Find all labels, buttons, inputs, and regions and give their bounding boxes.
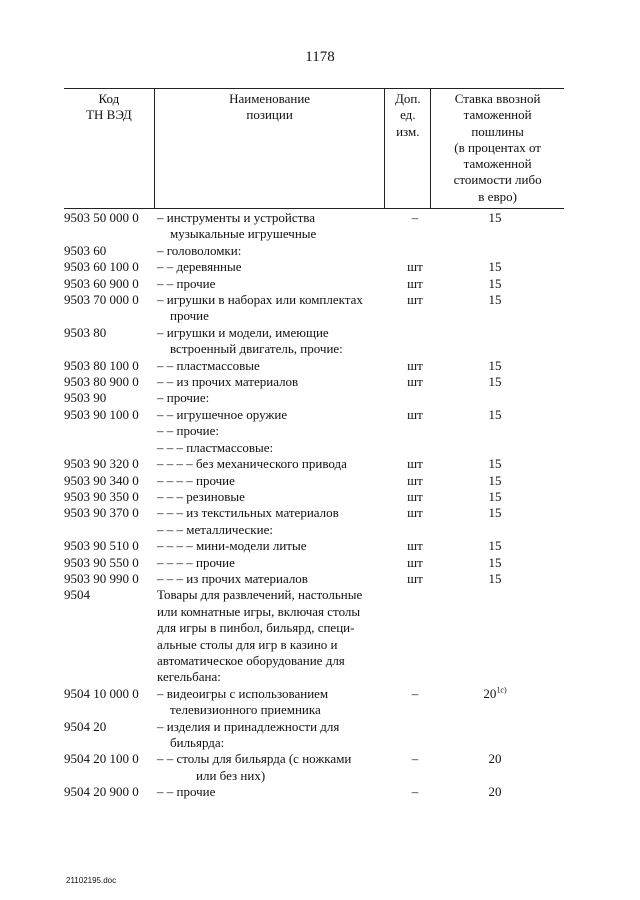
row-rate-footnote: 1с): [496, 685, 507, 695]
row-name-line: – прочие:: [157, 390, 210, 406]
row-rate-value: 15: [488, 554, 502, 570]
row-name: [157, 407, 395, 423]
row-rate: [435, 276, 555, 292]
row-code: 9504 10 000 0: [64, 685, 139, 701]
row-name-line: встроенный двигатель, прочие:: [157, 341, 343, 357]
row-name-line: – – – пластмассовые:: [157, 439, 274, 455]
row-code: 9503 90 100 0: [64, 406, 139, 422]
row-code: 9503 90 350 0: [64, 488, 139, 504]
tariff-table: [64, 88, 564, 801]
row-name: [157, 276, 395, 292]
row-rate-value: 15: [488, 292, 502, 308]
table-row: [64, 456, 564, 472]
row-unit: шт: [407, 456, 423, 472]
row-unit: [395, 423, 435, 439]
header-rate: [430, 89, 564, 208]
row-unit: [395, 522, 435, 538]
row-unit: шт: [407, 488, 423, 504]
row-unit: [395, 243, 435, 259]
row-unit: [395, 325, 435, 358]
row-rate: [435, 390, 555, 406]
row-rate-value: 15: [488, 275, 502, 291]
row-name-line: – – – – прочие: [157, 554, 235, 570]
row-unit: [395, 587, 435, 685]
row-name: [157, 259, 395, 275]
row-unit: шт: [407, 275, 423, 291]
row-name-line: – – прочие:: [157, 423, 219, 439]
row-code: 9503 70 000 0: [64, 292, 139, 308]
row-rate-value: 20: [488, 784, 502, 800]
row-name: [157, 522, 395, 538]
table-row: [64, 505, 564, 521]
row-code: 9504 20 900 0: [64, 784, 139, 800]
row-unit: –: [411, 751, 419, 767]
header-name-line: позиции: [246, 107, 293, 123]
header-name-line: Наименование: [229, 91, 311, 106]
header-rate-line: в евро): [478, 188, 517, 204]
table-row: [64, 784, 564, 800]
row-name: [157, 440, 395, 456]
page-number: 1178: [305, 49, 335, 65]
row-name-line: – – пластмассовые: [157, 357, 260, 373]
row-rate-value: 15: [488, 374, 502, 390]
row-unit: [395, 719, 435, 752]
table-row: [64, 292, 564, 325]
row-unit: шт: [407, 505, 423, 521]
table-header: [64, 89, 564, 208]
row-code: 9503 60: [64, 242, 107, 258]
table-row: [64, 358, 564, 374]
row-rate-value: 15: [488, 259, 502, 275]
row-name-line: – – прочие: [157, 275, 216, 291]
row-rate-value: 15: [488, 538, 502, 554]
table-row: [64, 522, 564, 538]
row-unit: шт: [407, 292, 423, 308]
row-name: [157, 686, 395, 719]
row-rate: [435, 243, 555, 259]
header-unit: [384, 89, 430, 208]
row-name: [157, 292, 395, 325]
row-name: [157, 390, 395, 406]
row-name-line: – – деревянные: [157, 259, 242, 275]
row-name: [157, 571, 395, 587]
row-name-line: – – игрушечное оружие: [157, 406, 288, 422]
table-row: [64, 719, 564, 752]
row-unit: –: [411, 210, 419, 225]
row-name: [157, 358, 395, 374]
row-rate: [435, 522, 555, 538]
table-row: [64, 751, 564, 784]
row-unit: шт: [407, 554, 423, 570]
row-rate: [435, 555, 555, 571]
row-name-line: альные столы для игр в казино и: [157, 636, 338, 652]
row-name-line: Товары для развлечений, настольные: [157, 587, 363, 603]
row-rate: [435, 538, 555, 554]
row-name-line: – – – – мини-модели литые: [157, 538, 307, 554]
row-name-line: – – столы для бильярда (с ножками: [157, 751, 352, 767]
table-row: [64, 390, 564, 406]
row-rate: [435, 407, 555, 423]
row-name: [157, 751, 395, 784]
row-name-line: – игрушки и модели, имеющие: [157, 324, 329, 340]
row-rate: [435, 489, 555, 505]
row-unit: шт: [407, 357, 423, 373]
header-rate-line: стоимости либо: [453, 172, 542, 188]
row-rate: [435, 571, 555, 587]
row-code: [64, 423, 157, 439]
row-name-line: прочие: [157, 308, 209, 324]
row-name-line: автоматическое оборудование для: [157, 652, 345, 668]
row-unit: [395, 390, 435, 406]
header-unit-line: Доп.: [395, 91, 421, 106]
row-name-line: музыкальные игрушечные: [157, 226, 317, 242]
row-code: 9503 90 510 0: [64, 538, 139, 554]
row-name-line: кегельбана:: [157, 669, 221, 685]
row-rate: [435, 358, 555, 374]
table-row: [64, 243, 564, 259]
row-rate-value: 15: [488, 570, 502, 586]
header-name: [154, 89, 385, 208]
row-code: 9503 60 100 0: [64, 259, 139, 275]
row-name-line: – инструменты и устройства: [157, 210, 316, 225]
table-row: [64, 587, 564, 685]
row-name: [157, 210, 395, 243]
row-code: [64, 522, 157, 538]
row-code: 9503 50 000 0: [64, 210, 139, 225]
row-rate: [435, 505, 555, 521]
table-row: [64, 440, 564, 456]
row-unit: шт: [407, 374, 423, 390]
table-row: [64, 407, 564, 423]
row-name-line: телевизионного приемника: [157, 702, 321, 718]
row-unit: –: [411, 685, 419, 701]
row-rate: [435, 210, 555, 243]
row-code: 9503 80: [64, 324, 107, 340]
row-name-line: – – – – без механического привода: [157, 456, 347, 472]
header-rate-line: пошлины: [471, 123, 524, 139]
header-code: [64, 89, 154, 208]
row-unit: шт: [407, 472, 423, 488]
header-code-line: Код: [98, 91, 120, 106]
row-name: [157, 538, 395, 554]
row-name-line: бильярда:: [157, 735, 225, 750]
row-unit: шт: [407, 259, 423, 275]
row-name-line: – – – – прочие: [157, 472, 235, 488]
row-name-line: или комнатные игры, включая столы: [157, 603, 361, 619]
header-code-line: ТН ВЭД: [86, 107, 132, 123]
row-rate: [435, 686, 555, 719]
row-name-line: – – – металлические:: [157, 521, 273, 537]
header-rate-line: Ставка ввозной: [454, 91, 541, 106]
header-rate-line: таможенной: [463, 156, 532, 172]
row-name: [157, 587, 395, 685]
row-rate: [435, 587, 555, 685]
row-rate: [435, 423, 555, 439]
row-name-line: – – – из прочих материалов: [157, 570, 308, 586]
row-code: 9503 90 370 0: [64, 505, 139, 521]
header-rate-line: таможенной: [463, 107, 532, 123]
row-name: [157, 489, 395, 505]
row-unit: шт: [407, 570, 423, 586]
row-rate: [435, 440, 555, 456]
table-row: [64, 210, 564, 243]
row-rate-value: 15: [488, 456, 502, 472]
row-code: 9503 90 320 0: [64, 456, 139, 472]
row-rate: [435, 259, 555, 275]
row-code: 9504: [64, 587, 90, 603]
row-name: [157, 784, 395, 800]
row-name: [157, 719, 395, 752]
row-name: [157, 243, 395, 259]
row-rate-value: 20: [483, 685, 497, 701]
row-code: 9503 80 100 0: [64, 357, 139, 373]
row-code: 9503 90 340 0: [64, 472, 139, 488]
table-body: [64, 209, 564, 801]
header-unit-line: изм.: [396, 123, 420, 139]
row-rate: [435, 784, 555, 800]
row-name-line: – игрушки в наборах или комплектах: [157, 292, 363, 308]
row-name-line: для игры в пинбол, бильярд, специ-: [157, 620, 355, 636]
row-rate-value: 15: [488, 472, 502, 488]
row-unit: –: [411, 784, 419, 800]
table-row: [64, 555, 564, 571]
row-code: [64, 440, 157, 456]
row-name-line: – видеоигры с использованием: [157, 685, 329, 701]
table-row: [64, 538, 564, 554]
row-code: 9504 20 100 0: [64, 751, 139, 767]
row-name: [157, 456, 395, 472]
table-row: [64, 473, 564, 489]
row-name: [157, 423, 395, 439]
row-unit: [395, 440, 435, 456]
row-rate: [435, 456, 555, 472]
row-name: [157, 325, 395, 358]
row-code: 9503 90 990 0: [64, 570, 139, 586]
row-name: [157, 374, 395, 390]
row-name-line: – – прочие: [157, 784, 216, 800]
row-name: [157, 473, 395, 489]
row-code: 9503 90: [64, 390, 107, 406]
table-row: [64, 374, 564, 390]
row-code: 9503 60 900 0: [64, 275, 139, 291]
row-rate-value: 15: [488, 505, 502, 521]
row-name-line: – изделия и принадлежности для: [157, 718, 340, 734]
table-row: [64, 489, 564, 505]
row-code: 9504 20: [64, 718, 107, 734]
row-unit: шт: [407, 538, 423, 554]
row-rate-value: 15: [488, 357, 502, 373]
file-name-footer: 21102195.doc: [66, 876, 117, 885]
table-row: [64, 276, 564, 292]
row-name-line: или без них): [157, 767, 266, 783]
row-name-line: – – – из текстильных материалов: [157, 505, 339, 521]
table-row: [64, 571, 564, 587]
row-rate-value: 15: [488, 210, 502, 225]
table-row: [64, 325, 564, 358]
row-code: 9503 80 900 0: [64, 374, 139, 390]
row-rate: [435, 292, 555, 325]
header-rate-line: (в процентах от: [454, 139, 541, 155]
row-rate: [435, 325, 555, 358]
table-row: [64, 686, 564, 719]
row-rate: [435, 719, 555, 752]
row-rate: [435, 473, 555, 489]
row-name-line: – – из прочих материалов: [157, 374, 299, 390]
row-rate: [435, 374, 555, 390]
row-rate-value: 15: [488, 406, 502, 422]
row-name: [157, 505, 395, 521]
row-unit: шт: [407, 406, 423, 422]
table-row: [64, 259, 564, 275]
table-row: [64, 423, 564, 439]
row-name-line: – – – резиновые: [157, 488, 245, 504]
row-name: [157, 555, 395, 571]
row-code: 9503 90 550 0: [64, 554, 139, 570]
row-rate: [435, 751, 555, 784]
row-rate-value: 20: [488, 751, 502, 767]
row-rate-value: 15: [488, 488, 502, 504]
header-unit-line: ед.: [400, 107, 416, 123]
row-name-line: – головоломки:: [157, 242, 242, 258]
